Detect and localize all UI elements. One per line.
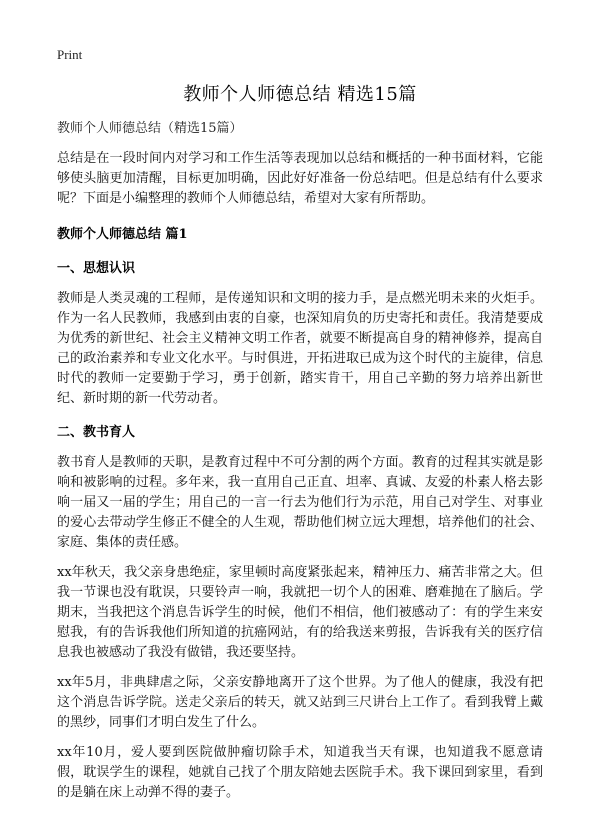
part2-heading: 二、教书育人 [57, 425, 136, 440]
part2-paragraph-2: xx年秋天，我父亲身患绝症，家里顿时高度紧张起来，精神压力、痛苦非常之大。但我一节课也没有耽误，只要铃声一响，我就把一切个人的困难、磨难抛在了脑后。学期末，当我把这个消息告诉学生的时候，他们不相信，他们被感动了：有的学生来安慰我，有的告诉我他们所知道的抗癌网站，有的给我送来剪报，告诉我有关的医疗信息我也被感动了我没有做错，我还要坚持。 [57, 565, 543, 660]
print-link[interactable]: Print [57, 47, 83, 62]
section-heading: 教师个人师德总结 篇1 [57, 227, 188, 242]
part2-paragraph-1: 教书育人是教师的天职，是教育过程中不可分割的两个方面。教育的过程其实就是影响和被影响的过程。多年来，我一直用自己正直、坦率、真诚、友爱的朴素人格去影响一届又一届的学生；用自己的一言一行去为他们行为示范，用自己对学生、对事业的爱心去带动学生修正不健全的人生观，帮助他们树立远大理想，培养他们的社会、家庭、集体的责任感。 [57, 455, 543, 550]
page-title: 教师个人师德总结 精选15篇 [183, 84, 417, 105]
part2-paragraph-4: xx年10月，爱人要到医院做肿瘤切除手术，知道我当天有课，也知道我不愿意请假，耽误学生的课程，她就自己找了个朋友陪她去医院手术。我下课回到家里，看到的是躺在床上动弹不得的妻子。 [57, 745, 543, 800]
part2-paragraph-3: xx年5月，非典肆虐之际，父亲安静地离开了这个世界。为了他人的健康，我没有把这个消息告诉学院。送走父亲后的转天，就又站到三尺讲台上工作了。看到我臂上戴的黑纱，同事们才明白发生了什么。 [57, 675, 543, 730]
part1-paragraph: 教师是人类灵魂的工程师，是传递知识和文明的接力手，是点燃光明未来的火炬手。作为一名人民教师，我感到由衷的自豪，也深知肩负的历史寄托和责任。我清楚要成为优秀的新世纪、社会主义精神文明工作者，就要不断提高自身的精神修养，提高自己的政治素养和专业文化水平。与时俱进，开拓进取已成为这个时代的主旋律，信息时代的教师一定要勤于学习，勇于创新，踏实肯干，用自己辛勤的努力培养出新世纪、新时期的新一代劳动者。 [57, 291, 543, 406]
intro-paragraph: 总结是在一段时间内对学习和工作生活等表现加以总结和概括的一种书面材料，它能够使头脑更加清醒，目标更加明确，因此好好准备一份总结吧。但是总结有什么要求呢？下面是小编整理的教师个人师德总结，希望对大家有所帮助。 [57, 151, 543, 206]
document-subtitle: 教师个人师德总结（精选15篇） [57, 121, 243, 136]
part1-heading: 一、思想认识 [57, 261, 136, 276]
